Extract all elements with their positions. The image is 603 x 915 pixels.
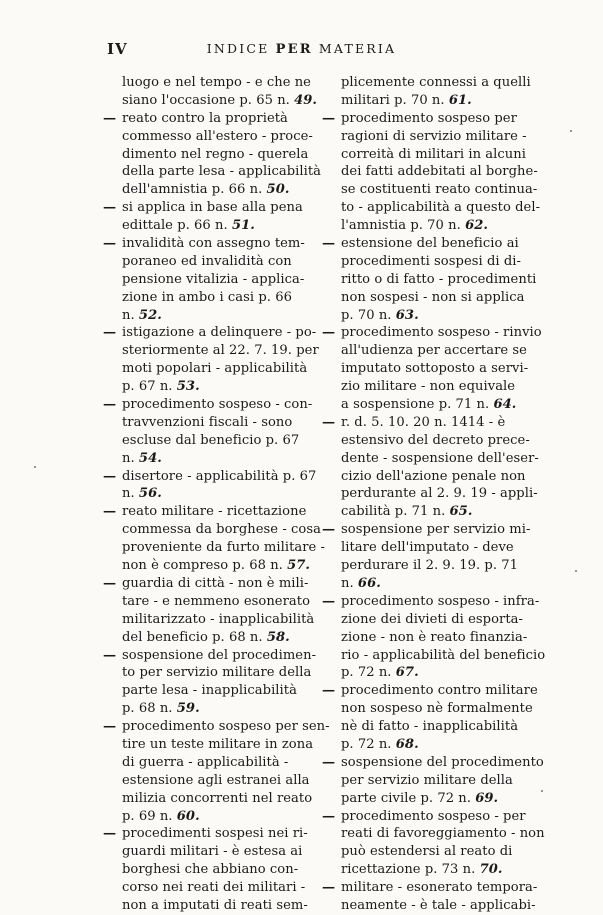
entry-dash: — (103, 397, 117, 413)
entry-line: all'udienza per accertare se (341, 343, 527, 359)
entry-line: zione in ambo i casi p. 66 (122, 289, 292, 305)
entry-line: dente - sospensione dell'eser- (341, 450, 539, 466)
entry-dash: — (103, 504, 117, 520)
entry-dash: — (322, 522, 336, 538)
running-title-part1: INDICE (206, 41, 270, 56)
index-entry (103, 468, 317, 504)
reference-number: 61. (448, 92, 472, 108)
index-entry (103, 74, 318, 110)
index-entry (103, 110, 322, 199)
reference-number: 60. (176, 808, 200, 824)
entry-line: a sospensione p. 71 n. 64. (341, 397, 517, 413)
entry-line: non sospeso nè formalmente (341, 701, 533, 717)
entry-line: procedimento contro militare (341, 683, 538, 699)
entry-line: disertore - applicabilità p. 67 (122, 468, 317, 484)
entry-line: se costituenti reato continua- (341, 182, 538, 198)
entry-dash: — (322, 754, 336, 770)
entry-line: p. 69 n. 60. (122, 808, 200, 824)
entry-line: può estendersi al reato di (341, 844, 513, 860)
entry-line: litare dell'imputato - deve (341, 540, 514, 556)
entry-line: p. 68 n. 59. (122, 701, 200, 717)
entry-dash: — (103, 325, 117, 341)
entry-line: commessa da borghese - cosa (122, 522, 321, 538)
entry-line: procedimento sospeso - con- (122, 397, 313, 413)
reference-number: 69. (475, 790, 499, 806)
entry-line: nè di fatto - inapplicabilità (341, 719, 519, 735)
entry-line: p. 72 n. 67. (341, 665, 419, 681)
running-header (0, 40, 603, 60)
entry-line: cabilità p. 71 n. 65. (341, 504, 473, 520)
entry-line: invalidità con assegno tem- (122, 236, 305, 252)
entry-dash: — (103, 719, 117, 735)
entry-dash: — (322, 236, 336, 252)
entry-line: travvenzioni fiscali - sono (122, 414, 293, 430)
entry-line: estensione agli estranei alla (122, 772, 310, 788)
entry-line: plicemente connessi a quelli (341, 75, 531, 90)
entry-dash: — (322, 110, 336, 126)
entry-line: zio militare - non equivale (341, 379, 516, 395)
reference-number: 49. (294, 92, 318, 108)
entry-dash: — (322, 683, 336, 699)
entry-dash: — (322, 593, 336, 609)
running-title (0, 41, 603, 57)
entry-line: ricettazione p. 73 n. 70. (341, 862, 503, 878)
right-column (322, 74, 546, 915)
entry-line: siano l'occasione p. 65 n. 49. (122, 92, 318, 108)
entry-line: r. d. 5. 10. 20 n. 1414 - è (341, 414, 506, 430)
entry-line: procedimento sospeso per sen- (122, 719, 330, 735)
index-entry (322, 754, 544, 808)
entry-line: correità di militari in alcuni (341, 146, 526, 162)
reference-number: 50. (266, 182, 290, 198)
entry-line: militari p. 70 n. 61. (341, 92, 472, 108)
reference-number: 59. (176, 701, 200, 717)
page-number: IV (107, 40, 128, 58)
reference-number: 57. (287, 558, 311, 574)
reference-number: 66. (357, 575, 381, 591)
entry-line: ritto o di fatto - procedimenti (341, 271, 537, 287)
entry-line: sospensione per servizio mi- (341, 522, 531, 538)
entry-line: procedimento sospeso - infra- (341, 593, 540, 609)
reference-number: 58. (266, 629, 290, 645)
entry-line: procedimento sospeso - rinvio (341, 325, 542, 341)
entry-line: non a imputati di reati sem- (122, 897, 308, 913)
entry-line: escluse dal beneficio p. 67 (122, 432, 300, 448)
entry-line: non è compreso p. 68 n. 57. (122, 558, 311, 574)
entry-dash: — (322, 808, 336, 824)
entry-dash: — (103, 575, 117, 591)
entry-line: pensione vitalizia - applica- (122, 271, 305, 287)
entry-line: militare - esonerato tempora- (341, 880, 538, 896)
running-title-bold: PER (275, 42, 313, 57)
entry-line: to - applicabilità a questo del- (341, 200, 541, 216)
scan-speck (541, 790, 543, 792)
entry-line: sospensione del procedimento (341, 754, 544, 770)
reference-number: 53. (176, 379, 200, 395)
entry-line: p. 67 n. 53. (122, 379, 200, 395)
reference-number: 68. (395, 736, 419, 752)
entry-line: n. 52. (122, 307, 162, 323)
scan-speck (570, 130, 572, 132)
entry-line: borghesi che abbiano con- (122, 862, 299, 878)
reference-number: 67. (395, 665, 419, 681)
entry-dash: — (103, 826, 117, 842)
reference-number: 70. (479, 862, 503, 878)
entry-line: n. 66. (341, 575, 381, 591)
reference-number: 63. (395, 307, 419, 323)
entry-line: ragioni di servizio militare - (341, 128, 527, 144)
entry-line: si applica in base alla pena (122, 200, 303, 216)
index-entry (322, 808, 545, 880)
entry-line: tire un teste militare in zona (122, 736, 314, 752)
entry-dash: — (322, 880, 336, 896)
reference-number: 51. (231, 218, 255, 234)
entry-line: per servizio militare della (341, 772, 513, 788)
entry-line: non sospesi - non si applica (341, 289, 525, 305)
entry-line: guardi militari - è estesa ai (122, 844, 303, 860)
entry-line: reati di favoreggiamento - non (341, 826, 545, 842)
left-column (103, 74, 330, 915)
scan-speck (575, 570, 577, 572)
entry-line: corso nei reati dei militari - (122, 880, 306, 896)
index-entry (103, 199, 309, 235)
entry-line: proveniente da furto militare - (122, 540, 326, 556)
index-entry (322, 593, 546, 682)
entry-line: n. 56. (122, 486, 162, 502)
reference-number: 54. (138, 450, 162, 466)
entry-line: perdurante al 2. 9. 19 - appli- (341, 486, 538, 502)
entry-line: reato militare - ricettazione (122, 504, 307, 520)
reference-number: 56. (138, 486, 162, 502)
entry-line: guardia di città - non è mili- (122, 575, 309, 591)
entry-line: estensivo del decreto prece- (341, 432, 530, 448)
entry-dash: — (103, 110, 117, 126)
entry-dash: — (103, 236, 117, 252)
entry-line: sospensione del procedimen- (122, 647, 317, 663)
entry-line: edittale p. 66 n. 51. (122, 218, 255, 234)
reference-number: 52. (138, 307, 162, 323)
entry-line: moti popolari - applicabilità (122, 361, 308, 377)
index-entry (322, 235, 537, 324)
index-entry (103, 235, 309, 324)
entry-line: to per servizio militare della (122, 665, 312, 681)
entry-line: neamente - è tale - applicabi- (341, 897, 536, 913)
entry-line: dei fatti addebitati al borghe- (341, 164, 538, 180)
entry-line: zione - non è reato finanzia- (341, 629, 528, 645)
index-entry (322, 521, 530, 593)
entry-line: del beneficio p. 68 n. 58. (122, 629, 290, 645)
index-entry (103, 647, 317, 719)
entry-line: n. 54. (122, 450, 162, 466)
entry-line: perdurare il 2. 9. 19. p. 71 (341, 558, 519, 574)
entry-line: procedimento sospeso - per (341, 808, 526, 824)
index-entry (322, 110, 541, 235)
index-entry (103, 396, 313, 468)
index-entry (322, 682, 538, 754)
reference-number: 62. (465, 218, 488, 234)
entry-line: procedimento sospeso per (341, 110, 517, 126)
entry-line: tare - e nemmeno esonerato (122, 593, 311, 609)
entry-line: commesso all'estero - proce- (122, 128, 313, 144)
entry-line: estensione del beneficio ai (341, 236, 519, 252)
index-entry (103, 825, 309, 914)
entry-line: procedimenti sospesi di di- (341, 253, 521, 269)
reference-number: 65. (449, 504, 473, 520)
index-entry (103, 718, 330, 825)
entry-line: dimento nel regno - querela (122, 146, 309, 162)
entry-dash: — (103, 647, 117, 663)
entry-line: reato contro la proprietà (122, 110, 288, 126)
entry-dash: — (322, 414, 336, 430)
entry-line: militarizzato - inapplicabilità (122, 611, 315, 627)
entry-line: parte lesa - inapplicabilità (122, 683, 297, 699)
index-entry (103, 575, 315, 647)
entry-line: poraneo ed invalidità con (122, 253, 292, 269)
entry-line: zione dei divieti di esporta- (341, 611, 523, 627)
index-entry (322, 879, 538, 915)
entry-line: steriormente al 22. 7. 19. per (122, 343, 319, 359)
scan-speck (34, 466, 36, 468)
entry-line: p. 72 n. 68. (341, 736, 419, 752)
entry-line: rio - applicabilità del beneficio (341, 647, 546, 663)
entry-dash: — (322, 325, 336, 341)
entry-line: istigazione a delinquere - po- (122, 325, 317, 341)
reference-number: 64. (493, 397, 517, 413)
index-entry (322, 74, 530, 110)
entry-line: p. 70 n. 63. (341, 307, 419, 323)
entry-line: parte civile p. 72 n. 69. (341, 790, 499, 806)
entry-line: imputato sottoposto a servi- (341, 361, 529, 377)
entry-line: l'amnistia p. 70 n. 62. (341, 218, 488, 234)
entry-line: luogo e nel tempo - e che ne (122, 75, 311, 90)
running-title-part2: MATERIA (318, 41, 397, 56)
entry-dash: — (103, 200, 117, 216)
entry-line: milizia concorrenti nel reato (122, 790, 313, 806)
index-entry (322, 324, 542, 413)
entry-line: cizio dell'azione penale non (341, 468, 526, 484)
index-entry (103, 503, 326, 575)
index-entry (322, 414, 539, 521)
entry-dash: — (103, 468, 117, 484)
entry-line: di guerra - applicabilità - (122, 754, 289, 770)
entry-line: della parte lesa - applicabilità (122, 164, 322, 180)
index-entry (103, 324, 319, 396)
entry-line: dell'amnistia p. 66 n. 50. (122, 182, 290, 198)
entry-line: procedimenti sospesi nei ri- (122, 826, 308, 842)
